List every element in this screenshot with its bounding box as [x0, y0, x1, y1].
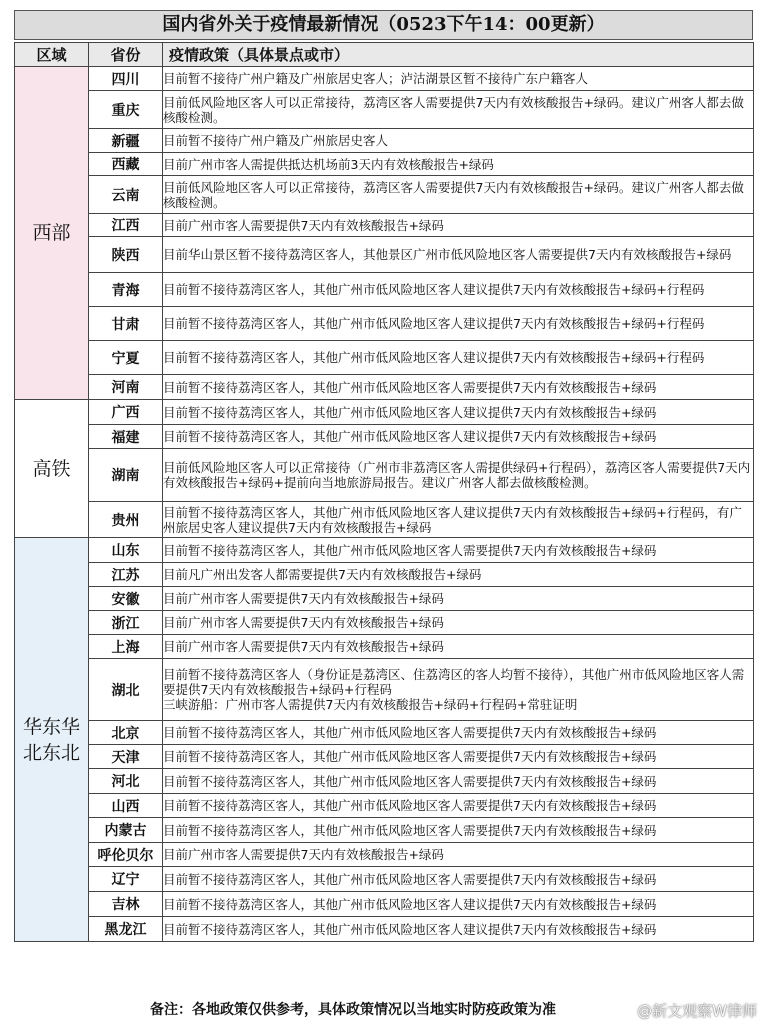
policy-cell: 目前暂不接待荔湾区客人，其他广州市低风险地区客人需要提供7天内有效核酸报告+绿码 — [163, 745, 754, 769]
province-cell: 四川 — [89, 67, 163, 91]
policy-cell: 目前暂不接待荔湾区客人，其他广州市低风险地区客人需要提供7天内有效核酸报告+绿码 — [163, 867, 754, 892]
table-row — [15, 721, 754, 745]
table-row — [15, 237, 754, 273]
watermark: @新文观察W律师 — [637, 1002, 757, 1020]
province-cell: 陕西 — [89, 237, 163, 273]
province-cell: 湖北 — [89, 659, 163, 721]
table-row — [15, 563, 754, 587]
policy-cell: 目前暂不接待荔湾区客人，其他广州市低风险地区客人建议提供7天内有效核酸报告+绿码+行程码 — [163, 341, 754, 375]
table-row — [15, 153, 754, 176]
table-row — [15, 341, 754, 375]
header-region: 区域 — [15, 43, 89, 67]
region-cell: 高铁 — [15, 400, 89, 538]
policy-cell: 目前暂不接待荔湾区客人，其他广州市低风险地区客人需要提供7天内有效核酸报告+绿码 — [163, 538, 754, 563]
table-row — [15, 917, 754, 942]
table-row — [15, 449, 754, 502]
table-row — [15, 769, 754, 794]
policy-cell: 目前低风险地区客人可以正常接待，荔湾区客人需要提供7天内有效核酸报告+绿码。建议广州客人都去做核酸检测。 — [163, 176, 754, 214]
table-row — [15, 67, 754, 91]
province-cell: 江西 — [89, 214, 163, 237]
policy-cell: 目前低风险地区客人可以正常接待，荔湾区客人需要提供7天内有效核酸报告+绿码。建议广州客人都去做核酸检测。 — [163, 91, 754, 129]
policy-cell: 目前凡广州出发客人都需要提供7天内有效核酸报告+绿码 — [163, 563, 754, 587]
policy-cell: 目前暂不接待荔湾区客人，其他广州市低风险地区客人需要提供7天内有效核酸报告+绿码 — [163, 769, 754, 794]
policy-cell: 目前广州市客人需要提供7天内有效核酸报告+绿码 — [163, 214, 754, 237]
table-row — [15, 502, 754, 538]
table-row — [15, 400, 754, 425]
sheet-title: 国内省外关于疫情最新情况（0523下午14：00更新） — [14, 10, 753, 40]
policy-cell: 目前暂不接待荔湾区客人，其他广州市低风险地区客人建议提供7天内有效核酸报告+绿码+行程码 — [163, 273, 754, 307]
table-row — [15, 794, 754, 818]
policy-table — [14, 42, 754, 942]
policy-cell: 目前暂不接待荔湾区客人，其他广州市低风险地区客人需要提供7天内有效核酸报告+绿码 — [163, 375, 754, 400]
table-row — [15, 587, 754, 611]
footer-note: 备注：各地政策仅供参考，具体政策情况以当地实时防疫政策为准 — [150, 1002, 556, 1018]
table-row — [15, 843, 754, 867]
province-cell: 吉林 — [89, 892, 163, 917]
policy-cell: 目前广州市客人需提供抵达机场前3天内有效核酸报告+绿码 — [163, 153, 754, 176]
province-cell: 甘肃 — [89, 307, 163, 341]
header-policy: 疫情政策（具体景点或市） — [163, 43, 754, 67]
policy-cell: 目前低风险地区客人可以正常接待（广州市非荔湾区客人需提供绿码+行程码），荔湾区客人需要提供7天内有效核酸报告+绿码+提前向当地旅游局报告。建议广州客人都去做核酸检测。 — [163, 449, 754, 502]
table-row — [15, 214, 754, 237]
table-row — [15, 818, 754, 843]
province-cell: 北京 — [89, 721, 163, 745]
table-row — [15, 375, 754, 400]
table-row — [15, 538, 754, 563]
province-cell: 河北 — [89, 769, 163, 794]
province-cell: 辽宁 — [89, 867, 163, 892]
policy-cell: 目前暂不接待荔湾区客人，其他广州市低风险地区客人需要提供7天内有效核酸报告+绿码 — [163, 721, 754, 745]
header-province: 省份 — [89, 43, 163, 67]
table-row — [15, 745, 754, 769]
province-cell: 湖南 — [89, 449, 163, 502]
policy-cell: 目前广州市客人需要提供7天内有效核酸报告+绿码 — [163, 611, 754, 635]
policy-cell: 目前暂不接待荔湾区客人，其他广州市低风险地区客人建议提供7天内有效核酸报告+绿码 — [163, 425, 754, 449]
policy-cell: 目前暂不接待荔湾区客人，其他广州市低风险地区客人建议提供7天内有效核酸报告+绿码 — [163, 400, 754, 425]
province-cell: 宁夏 — [89, 341, 163, 375]
province-cell: 江苏 — [89, 563, 163, 587]
province-cell: 云南 — [89, 176, 163, 214]
table-row — [15, 273, 754, 307]
province-cell: 重庆 — [89, 91, 163, 129]
header-row — [15, 43, 754, 67]
province-cell: 山西 — [89, 794, 163, 818]
province-cell: 浙江 — [89, 611, 163, 635]
province-cell: 西藏 — [89, 153, 163, 176]
province-cell: 上海 — [89, 635, 163, 659]
province-cell: 新疆 — [89, 129, 163, 153]
policy-cell: 目前广州市客人需要提供7天内有效核酸报告+绿码 — [163, 843, 754, 867]
policy-cell: 目前暂不接待广州户籍及广州旅居史客人 — [163, 129, 754, 153]
table-row — [15, 307, 754, 341]
policy-cell: 目前暂不接待荔湾区客人，其他广州市低风险地区客人建议提供7天内有效核酸报告+绿码+行程码，有广州旅居史客人建议提供7天内有效核酸报告+绿码 — [163, 502, 754, 538]
province-cell: 山东 — [89, 538, 163, 563]
province-cell: 河南 — [89, 375, 163, 400]
region-cell: 西部 — [15, 67, 89, 400]
policy-cell: 目前广州市客人需要提供7天内有效核酸报告+绿码 — [163, 587, 754, 611]
province-cell: 安徽 — [89, 587, 163, 611]
policy-cell: 目前暂不接待荔湾区客人，其他广州市低风险地区客人建议提供7天内有效核酸报告+绿码+行程码 — [163, 307, 754, 341]
province-cell: 青海 — [89, 273, 163, 307]
policy-cell: 目前华山景区暂不接待荔湾区客人，其他景区广州市低风险地区客人需要提供7天内有效核酸报告+绿码 — [163, 237, 754, 273]
table-row — [15, 91, 754, 129]
province-cell: 贵州 — [89, 502, 163, 538]
table-row — [15, 611, 754, 635]
table-row — [15, 129, 754, 153]
table-row — [15, 892, 754, 917]
table-row — [15, 635, 754, 659]
province-cell: 广西 — [89, 400, 163, 425]
region-cell: 华东华北东北 — [15, 538, 89, 942]
policy-cell: 目前暂不接待荔湾区客人，其他广州市低风险地区客人需要提供7天内有效核酸报告+绿码 — [163, 794, 754, 818]
table-row — [15, 867, 754, 892]
table-row — [15, 659, 754, 721]
province-cell: 呼伦贝尔 — [89, 843, 163, 867]
policy-cell: 目前广州市客人需要提供7天内有效核酸报告+绿码 — [163, 635, 754, 659]
table-row — [15, 425, 754, 449]
province-cell: 天津 — [89, 745, 163, 769]
policy-cell: 目前暂不接待荔湾区客人，其他广州市低风险地区客人需要提供7天内有效核酸报告+绿码 — [163, 818, 754, 843]
policy-cell: 目前暂不接待荔湾区客人，其他广州市低风险地区客人建议提供7天内有效核酸报告+绿码 — [163, 892, 754, 917]
table-body — [15, 67, 754, 942]
policy-cell: 目前暂不接待广州户籍及广州旅居史客人；泸沽湖景区暂不接待广东户籍客人 — [163, 67, 754, 91]
policy-cell: 目前暂不接待荔湾区客人（身份证是荔湾区、住荔湾区的客人均暂不接待），其他广州市低风险地区客人需要提供7天内有效核酸报告+绿码+行程码 三峡游船：广州市客人需提供7天内有效核酸报告+绿码+行程码+常驻证明 — [163, 659, 754, 721]
province-cell: 黑龙江 — [89, 917, 163, 942]
table-row — [15, 176, 754, 214]
policy-cell: 目前暂不接待荔湾区客人，其他广州市低风险地区客人建议提供7天内有效核酸报告+绿码 — [163, 917, 754, 942]
province-cell: 福建 — [89, 425, 163, 449]
province-cell: 内蒙古 — [89, 818, 163, 843]
